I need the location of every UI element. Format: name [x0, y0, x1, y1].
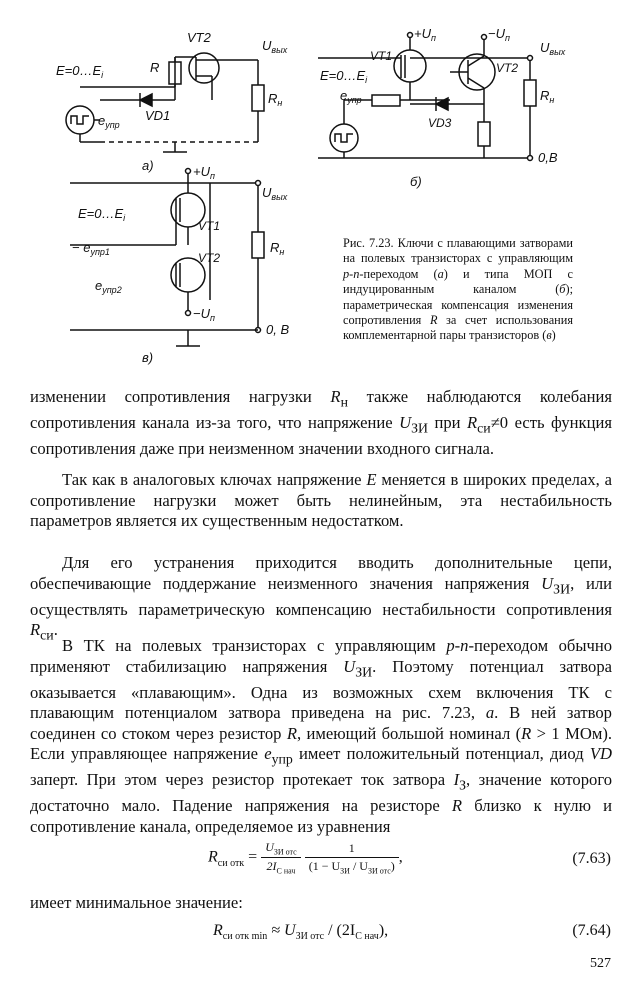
label-plus-up-b: $+U_п$: [414, 26, 436, 43]
label-a: а): [142, 158, 154, 173]
label-e-range-a: $E=0\dots E_i$: [56, 63, 104, 80]
label-e-range-b: $E=0\dots E_i$: [320, 68, 368, 85]
resistor: [478, 122, 490, 146]
label-vt2-c: VT2: [198, 251, 221, 265]
transistor-vt1: [394, 50, 426, 82]
resistor-rn: [252, 85, 264, 111]
label-plus-up-c: $+U_п$: [193, 164, 215, 181]
resistor-rn: [524, 80, 536, 106]
label-c: в): [142, 350, 154, 365]
fraction-1: $\frac{U_{ЗИ отс}}{2I_{С нач}}$: [261, 840, 301, 876]
label-vd1: VD1: [145, 108, 171, 123]
wire: [468, 78, 484, 88]
label-e-range-c: $E=0\dots E_i$: [78, 206, 126, 223]
pulse-source: [330, 124, 358, 152]
pulse-shape: [335, 134, 353, 142]
paragraph-4: В ТК на полевых транзисторах с управляющим p-n-переходом обычно применяют стабилизацию напряжения $U_{ЗИ}$. Поэтому потенциал затвора оказывается «плавающим». Одна из возможных схем включения ТК с плавающим потенциалом затвора приведена на рис. 7.23, а. В ней затвор соединен со стоком через резистор R, имеющий большой номинал (R > 1 МОм). Если управляющее напряжение $e_{упр}$ имеет положительный потенциал, диод VD заперт. При этом через резистор протекает ток затвора $I_З$, значение которого достаточно мало. Падение напряжения на резисторе R близко к нулю и сопротивление канала, определяемое из уравнения: [30, 636, 613, 836]
terminal: [482, 35, 487, 40]
pulse-source: [66, 106, 94, 134]
fraction-2: $\frac{1}{(1 - U_{ЗИ} / U_{ЗИ отс})}$: [305, 841, 399, 875]
label-vt1-b: VT1: [370, 49, 393, 63]
label-ectrl2: $e_{упр2}$: [95, 278, 122, 295]
circuit-c: [70, 169, 264, 347]
terminal: [408, 33, 413, 38]
label-ectrl1: − $e_{упр1}$: [72, 240, 110, 257]
label-minus-up-c: $-U_п$: [193, 306, 215, 323]
diode-vd1: [140, 94, 152, 106]
label-uout-b: $U_{вых}$: [540, 40, 566, 57]
caption-number: Рис. 7.23.: [343, 236, 394, 250]
label-rn-b: $R_н$: [540, 88, 555, 105]
label-minus-up-b: $-U_п$: [488, 26, 510, 43]
label-uout-c: $U_{вых}$: [262, 185, 288, 202]
paragraph-2: Так как в аналоговых ключах напряжение E меняется в широких пределах, а сопротивление нагрузки может быть нелинейным, эта нестабильность параметров является их существенным недостатком.: [30, 470, 612, 531]
label-uout-a: $U_{вых}$: [262, 38, 288, 55]
label-vd3: VD3: [428, 116, 452, 130]
page-number: 527: [590, 956, 611, 971]
equation-7-64: $R_{си отк min} \approx U_{ЗИ отс} / (2I_{С нач})$,: [213, 922, 389, 943]
label-zero-b: 0,В: [538, 150, 558, 165]
label-b: б): [410, 174, 422, 189]
terminal: [528, 56, 533, 61]
equation-number-7-64: (7.64): [572, 922, 611, 939]
label-ectrl-a: $e_{упр}$: [98, 113, 120, 130]
label-rn-a: $R_н$: [268, 91, 283, 108]
label-vt1-c: VT1: [198, 219, 221, 233]
resistor-rn: [252, 232, 264, 258]
label-vt2-a: VT2: [187, 30, 211, 45]
pulse-shape: [71, 116, 89, 124]
paragraph-1: изменении сопротивления нагрузки $R_н$ также наблюдаются колебания сопротивления канала из-за того, что напряжение $U_{ЗИ}$ при $R_{си}\ne 0$ есть функция сопротивления даже при неизменном значении входного сигнала.: [30, 387, 612, 458]
equation-number-7-63: (7.63): [572, 850, 611, 867]
label-r-a: R: [150, 60, 160, 75]
terminal: [256, 181, 261, 186]
resistor: [372, 95, 400, 106]
terminal: [528, 156, 533, 161]
paragraph-5: имеет минимальное значение:: [30, 893, 243, 912]
terminal: [186, 311, 191, 316]
label-zero-c: 0, В: [266, 322, 290, 337]
label-ectrl-b: $e_{упр}$: [340, 88, 362, 105]
paragraph-3: Для его устранения приходится вводить дополнительные цепи, обеспечивающие поддержание неизменного значения напряжения $U_{ЗИ}$, или осуществлять параметрическую компенсацию нестабильности сопротивления $R_{си}$.: [30, 553, 612, 643]
equation-7-63: $R_{си отк}$ = $\frac{U_{ЗИ отс}}{2I_{С нач}}$ $\frac{1}{(1 - U_{ЗИ} / U_{ЗИ отс})}$ ,: [208, 840, 403, 876]
terminal: [186, 169, 191, 174]
label-vt2-b: VT2: [496, 61, 519, 75]
figure-caption: Рис. 7.23. Ключи с плавающими затворами на полевых транзисторах с управляющим p-n-переходом (а) и типа МОП с индуцированным каналом (б); параметрическая компенсация изменения сопротивления R за счет использования комплементарной пары транзисторов (в): [343, 236, 573, 343]
label-rn-c: $R_н$: [270, 240, 285, 257]
